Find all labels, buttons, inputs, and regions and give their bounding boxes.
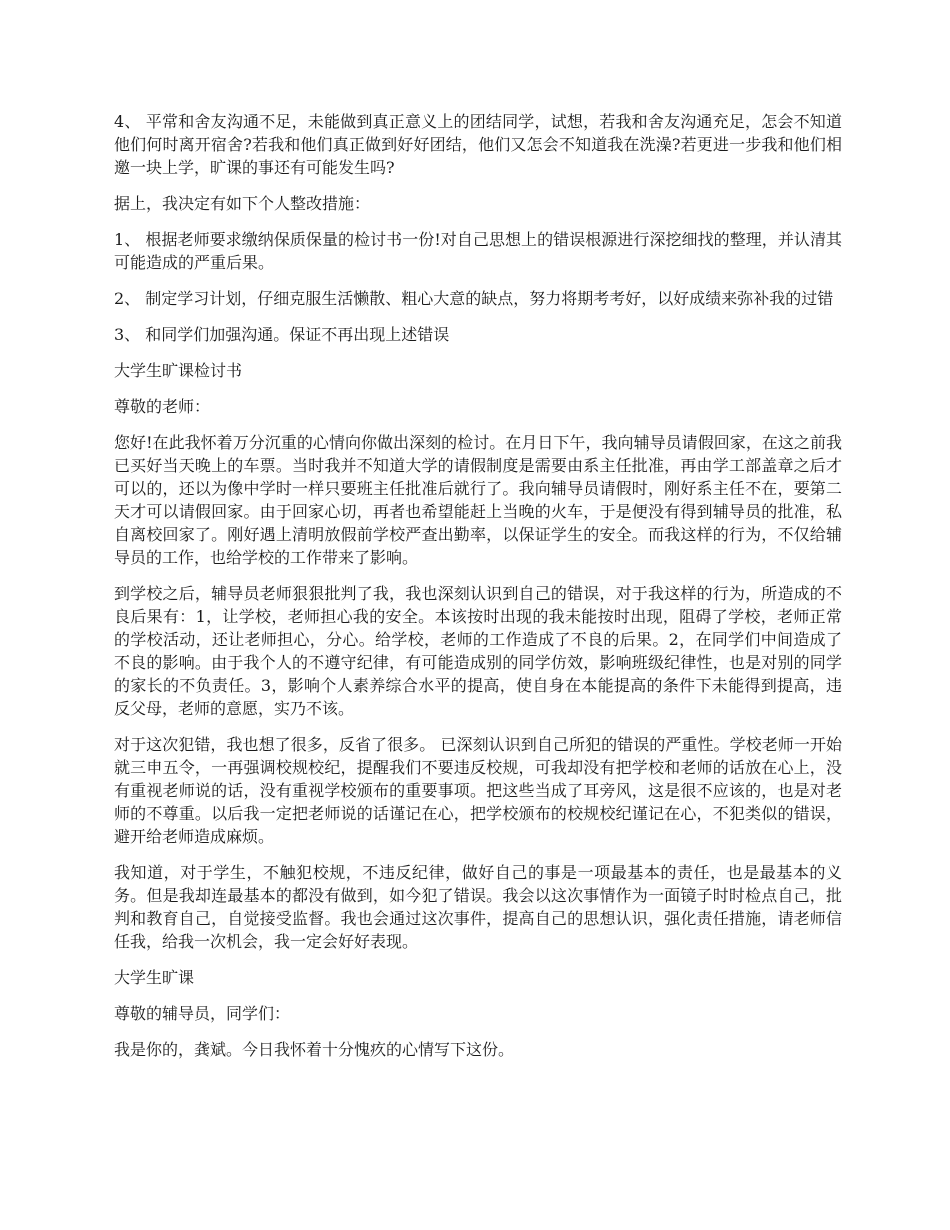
salutation-counselor-classmates: 尊敬的辅导员，同学们： [114,1004,291,1023]
salutation-teacher: 尊敬的老师： [114,397,211,416]
paragraph-introduction: 我是你的，龚斌。今日我怀着十分愧疚的心情写下这份。 [114,1040,515,1059]
paragraph-measure-1: 1、 根据老师要求缴纳保质保量的检讨书一份!对自己思想上的错误根源进行深挖细找的整理，并认清其可能造成的严重后果。 [114,230,842,272]
paragraph-reflection: 对于这次犯错，我也想了很多，反省了很多。 已深刻认识到自己所犯的错误的严重性。学校老师一开始就三申五令，一再强调校规校纪，提醒我们不要违反校规，可我却没有把学校和老师的话放在心上，没有重视老师说的话，没有重视学校颁布的重要事项。把这些当成了耳旁风，这是很不应该的，也是对老师的不尊重。以后我一定把老师说的话谨记在心，把学校颁布的校规校纪谨记在心，不犯类似的错误，避开给老师造成麻烦。 [114,735,842,846]
section-title-absence-letter: 大学生旷课检讨书 [114,361,243,380]
paragraph-consequences: 到学校之后，辅导员老师狠狠批判了我，我也深刻认识到自己的错误，对于我这样的行为，所造成的不良后果有：1，让学校，老师担心我的安全。本该按时出现的我未能按时出现，阻碍了学校，老师正常的学校活动，还让老师担心，分心。给学校，老师的工作造成了不良的后果。2，在同学们中间造成了不良的影响。由于我个人的不遵守纪律，有可能造成别的同学仿效，影响班级纪律性，也是对别的同学的家长的不负责任。3，影响个人素养综合水平的提高，使自身在本能提高的条件下未能得到提高，违反父母，老师的意愿，实乃不该。 [114,584,842,718]
paragraph-leave-request: 您好!在此我怀着万分沉重的心情向你做出深刻的检讨。在月日下午，我向辅导员请假回家，在这之前我已买好当天晚上的车票。当时我并不知道大学的请假制度是需要由系主任批准，再由学工部盖章之后才可以的，还以为像中学时一样只要班主任批准后就行了。我向辅导员请假时，刚好系主任不在，要第二天才可以请假回家。由于回家心切，再者也希望能赶上当晚的火车，于是便没有得到辅导员的批准，私自离校回家了。刚好遇上清明放假前学校严查出勤率，以保证学生的安全。而我这样的行为，不仅给辅导员的工作，也给学校的工作带来了影响。 [114,433,842,567]
section-title-absence: 大学生旷课 [114,968,195,987]
paragraph-measures-intro: 据上，我决定有如下个人整改措施： [114,194,371,213]
paragraph-responsibility: 我知道，对于学生，不触犯校规，不违反纪律，做好自己的事是一项最基本的责任，也是最基本的义务。但是我却连最基本的都没有做到，如今犯了错误。我会以这次事情作为一面镜子时时检点自己，批判和教育自己，自觉接受监督。我也会通过这次事件，提高自己的思想认识，强化责任措施，请老师信任我，给我一次机会，我一定会好好表现。 [114,863,842,951]
paragraph-measure-3: 3、 和同学们加强沟通。保证不再出现上述错误 [114,325,450,344]
document-page [114,110,842,1074]
paragraph-measure-2: 2、 制定学习计划，仔细克服生活懒散、粗心大意的缺点，努力将期考考好，以好成绩来弥补我的过错 [114,289,834,308]
paragraph-roommate-communication: 4、 平常和舍友沟通不足，未能做到真正意义上的团结同学，试想，若我和舍友沟通充足，怎会不知道他们何时离开宿舍?若我和他们真正做到好好团结，他们又怎会不知道我在洗澡?若更进一步我和他们相邀一块上学，旷课的事还有可能发生吗? [114,112,842,177]
